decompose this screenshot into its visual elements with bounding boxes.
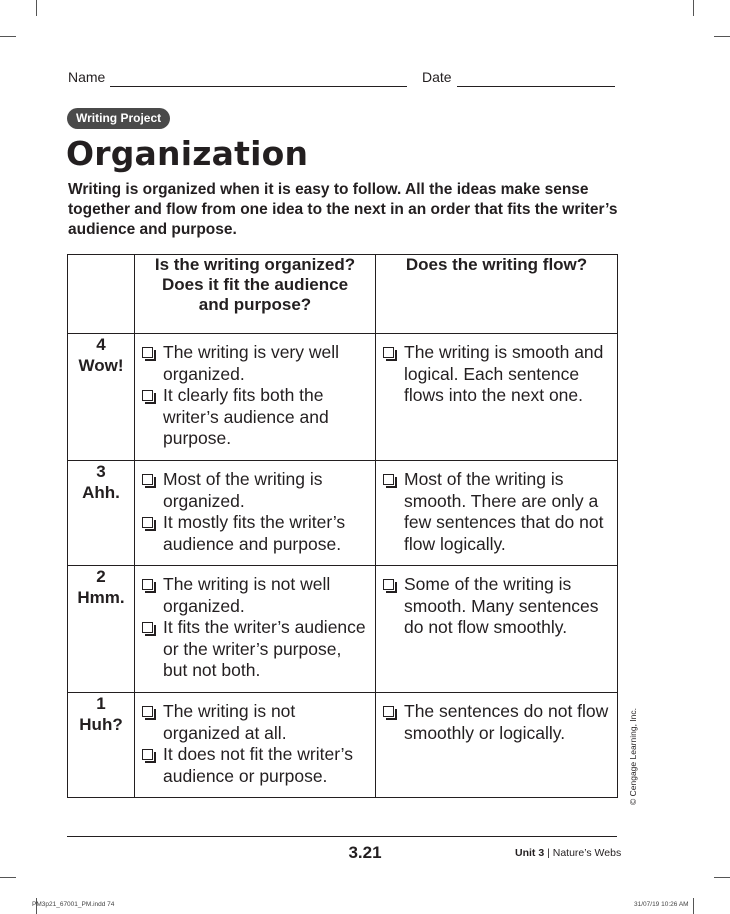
checklist-item: [142, 512, 369, 555]
header-organized-line: and purpose?: [198, 295, 312, 314]
score-cell: [68, 461, 135, 566]
checkbox-icon[interactable]: [383, 474, 394, 485]
checkbox-icon[interactable]: [142, 706, 153, 717]
header-organized-line: Is the writing organized?: [154, 255, 356, 274]
criterion-text: The writing is very well organized.: [163, 342, 340, 384]
intro-paragraph: Writing is organized when it is easy to follow. All the ideas make sense together and flow from one idea to the next in an order that fits the writer’s audience and purpose.: [68, 181, 618, 238]
checklist-item: [142, 744, 369, 787]
score-cell: [68, 566, 135, 693]
criterion-text: It does not fit the writer’s audience or purpose.: [163, 744, 353, 786]
crop-mark: [0, 36, 16, 37]
checkbox-icon[interactable]: [142, 474, 153, 485]
checklist-item: [142, 385, 369, 450]
header-organized-line: Does it fit the audience: [161, 275, 349, 294]
checkbox-icon[interactable]: [383, 347, 394, 358]
criterion-text: The writing is smooth and logical. Each sentence flows into the next one.: [404, 342, 604, 405]
score-number: 4: [96, 335, 106, 354]
header-corner-cell: [68, 255, 135, 334]
header-flow: Does the writing flow?: [376, 255, 618, 334]
rubric-row: [68, 693, 618, 798]
score-cell: [68, 693, 135, 798]
unit-title: Nature’s Webs: [552, 847, 622, 859]
organized-cell: [135, 334, 376, 461]
score-number: 3: [96, 462, 106, 481]
checklist-item: [142, 469, 369, 512]
score-label: Hmm.: [77, 588, 125, 607]
criterion-text: It clearly fits both the writer’s audience and purpose.: [163, 385, 329, 448]
checkbox-icon[interactable]: [383, 706, 394, 717]
checkbox-icon[interactable]: [142, 347, 153, 358]
criterion-text: The sentences do not flow smoothly or logically.: [404, 701, 609, 743]
flow-cell: [376, 566, 618, 693]
checklist-item: [383, 469, 611, 555]
rubric-row: [68, 334, 618, 461]
crop-mark: [714, 877, 730, 878]
score-label: Ahh.: [82, 483, 120, 502]
score-label: Huh?: [79, 715, 123, 734]
slug-file: PM3p21_67001_PM.indd 74: [32, 901, 115, 908]
checkbox-icon[interactable]: [383, 579, 394, 590]
copyright-notice: © Cengage Learning, Inc.: [628, 708, 638, 805]
date-label: Date: [422, 69, 452, 85]
checkbox-icon[interactable]: [142, 390, 153, 401]
page-title: Organization: [66, 134, 309, 173]
checklist-item: [383, 701, 611, 744]
crop-mark: [714, 36, 730, 37]
organized-cell: [135, 566, 376, 693]
name-date-row: [68, 67, 616, 89]
checklist-item: [142, 617, 369, 682]
checkbox-icon[interactable]: [142, 749, 153, 760]
score-cell: [68, 334, 135, 461]
checklist-item: [383, 574, 611, 639]
score-label: Wow!: [78, 356, 124, 375]
criterion-text: Most of the writing is smooth. There are only a few sentences that do not flow logically.: [404, 469, 604, 554]
table-header-row: [68, 255, 618, 334]
crop-mark: [36, 0, 37, 16]
score-number: 2: [96, 567, 106, 586]
rubric-row: [68, 461, 618, 566]
score-number: 1: [96, 694, 106, 713]
checklist-item: [142, 701, 369, 744]
crop-mark: [693, 0, 694, 16]
checklist-item: [142, 342, 369, 385]
header-organized: [135, 255, 376, 334]
writing-project-badge: Writing Project: [67, 108, 170, 129]
criterion-text: It fits the writer’s audience or the writer’s purpose, but not both.: [163, 617, 366, 680]
checkbox-icon[interactable]: [142, 579, 153, 590]
checkbox-icon[interactable]: [142, 517, 153, 528]
crop-mark: [693, 898, 694, 914]
checkbox-icon[interactable]: [142, 622, 153, 633]
rubric-table: [67, 254, 618, 798]
criterion-text: It mostly fits the writer’s audience and purpose.: [163, 512, 346, 554]
slug-date: 31/07/19 10:26 AM: [634, 901, 689, 908]
page-number: 3.21: [348, 843, 382, 862]
checklist-item: [383, 342, 611, 407]
flow-cell: [376, 461, 618, 566]
criterion-text: The writing is not well organized.: [163, 574, 331, 616]
criterion-text: Some of the writing is smooth. Many sentences do not flow smoothly.: [404, 574, 599, 637]
rubric-row: [68, 566, 618, 693]
unit-label: Unit 3 | Nature’s Webs: [515, 847, 622, 859]
criterion-text: The writing is not organized at all.: [163, 701, 296, 743]
organized-cell: [135, 461, 376, 566]
crop-mark: [0, 877, 16, 878]
checklist-item: [142, 574, 369, 617]
date-field[interactable]: [457, 86, 615, 87]
name-field[interactable]: [110, 86, 407, 87]
flow-cell: [376, 334, 618, 461]
name-label: Name: [68, 69, 106, 85]
footer-divider: [67, 836, 617, 837]
criterion-text: Most of the writing is organized.: [163, 469, 323, 511]
unit-number: Unit 3: [515, 847, 545, 859]
flow-cell: [376, 693, 618, 798]
organized-cell: [135, 693, 376, 798]
